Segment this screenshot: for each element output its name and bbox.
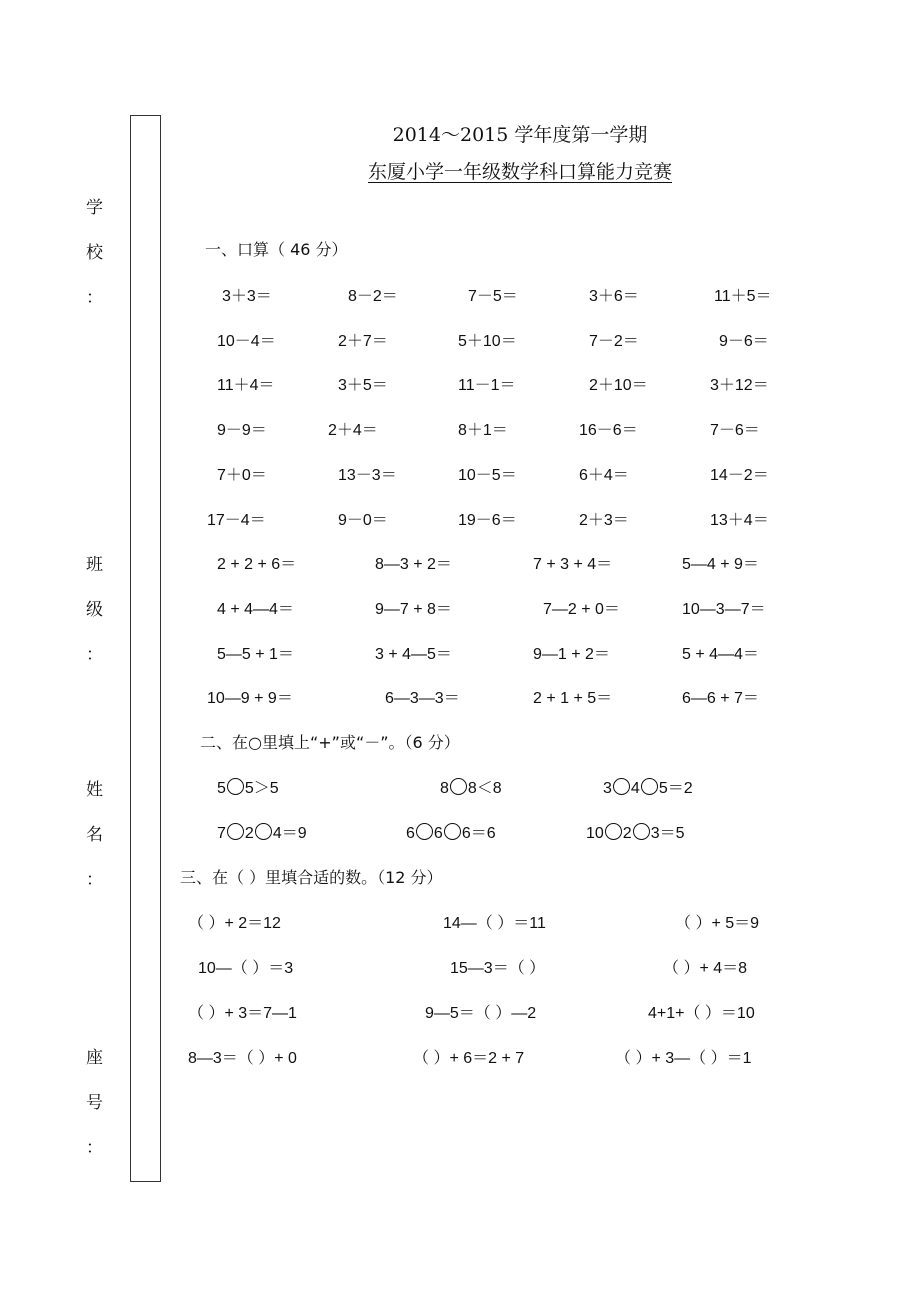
math-problem: 13＋4＝ <box>710 512 769 529</box>
math-problem: （ ）+ 5＝9 <box>675 915 760 932</box>
math-problem: 5＋10＝ <box>458 333 517 350</box>
math-problem: 16－6＝ <box>579 422 638 439</box>
math-problem: 14－2＝ <box>710 467 769 484</box>
math-problem: 10—3—7＝ <box>682 601 766 618</box>
section-2-heading: 二、在○里填上“+”或“－”。（6 分） <box>200 733 460 752</box>
blank-circle[interactable] <box>255 823 272 840</box>
math-problem: （ ）+ 4＝8 <box>663 960 748 977</box>
math-problem: 17－4＝ <box>207 512 266 529</box>
math-problem: 3 + 4—5＝ <box>375 646 452 663</box>
math-problem: 10—9 + 9＝ <box>207 690 293 707</box>
math-problem: 2＋4＝ <box>328 422 378 439</box>
math-problem: 7 + 3 + 4＝ <box>533 556 613 573</box>
school-label-char: 学 <box>86 198 103 218</box>
operand: 6 <box>406 825 415 842</box>
name-label-char: 名 <box>86 825 103 845</box>
math-problem: （ ）+ 2＝12 <box>188 915 281 932</box>
class-label-char: 班 <box>86 555 103 575</box>
math-problem: 15—3＝（ ） <box>450 960 546 977</box>
blank-circle[interactable] <box>416 823 433 840</box>
blank-circle[interactable] <box>605 823 622 840</box>
math-problem: 10—（ ）＝3 <box>198 960 294 977</box>
math-problem: 9－0＝ <box>338 512 388 529</box>
seat-label-char: 号 <box>86 1093 103 1113</box>
name-label-colon: ： <box>86 870 103 890</box>
math-problem: （ ）+ 3—（ ）＝1 <box>615 1050 752 1067</box>
operand: 8 <box>440 780 449 797</box>
operand: 10 <box>586 825 604 842</box>
math-problem: 9—1 + 2＝ <box>533 646 610 663</box>
circle-problem <box>217 775 279 798</box>
math-problem: 10－5＝ <box>458 467 517 484</box>
math-problem: 4 + 4—4＝ <box>217 601 294 618</box>
math-problem: 6—3—3＝ <box>385 690 460 707</box>
circle-problem <box>217 820 307 843</box>
blank-circle[interactable] <box>227 778 244 795</box>
blank-circle[interactable] <box>613 778 630 795</box>
operand: 3 <box>603 780 612 797</box>
circle-problem <box>406 820 496 843</box>
math-problem: （ ）+ 6＝2 + 7 <box>413 1050 525 1067</box>
math-problem: 6—6 + 7＝ <box>682 690 759 707</box>
math-problem: 9－6＝ <box>719 333 769 350</box>
operand: 2 <box>622 825 632 842</box>
class-label-colon: ： <box>86 645 103 665</box>
math-problem: 13－3＝ <box>338 467 397 484</box>
title-line-2: 东厦小学一年级数学科口算能力竞赛 <box>367 161 672 183</box>
math-problem: 7＋0＝ <box>217 467 267 484</box>
math-problem: （ ）+ 3＝7—1 <box>188 1005 297 1022</box>
math-problem: 3＋5＝ <box>338 377 388 394</box>
circle-problem <box>440 775 502 798</box>
math-problem: 9—5＝（ ）—2 <box>425 1005 537 1022</box>
class-label-char: 级 <box>86 600 103 620</box>
blank-circle[interactable] <box>444 823 461 840</box>
math-problem: 14—（ ）＝11 <box>443 915 546 932</box>
math-problem: 2＋3＝ <box>579 512 629 529</box>
math-problem: 7－2＝ <box>589 333 639 350</box>
math-problem: 5—5 + 1＝ <box>217 646 294 663</box>
math-problem: 7－5＝ <box>468 288 518 305</box>
operand: 6 <box>433 825 443 842</box>
math-problem: 3＋3＝ <box>222 288 272 305</box>
math-problem: 7—2 + 0＝ <box>543 601 620 618</box>
math-problem: 3＋6＝ <box>589 288 639 305</box>
operand: 8＜8 <box>467 780 502 797</box>
operand: 5 <box>217 780 226 797</box>
operand: 6＝6 <box>461 825 496 842</box>
title-line-1: 2014～2015 学年度第一学期 <box>392 124 648 146</box>
operand: 2 <box>244 825 254 842</box>
section-1-heading: 一、口算（ 46 分） <box>205 240 348 259</box>
blank-circle[interactable] <box>450 778 467 795</box>
math-problem: 7－6＝ <box>710 422 760 439</box>
seat-label-char: 座 <box>86 1048 103 1068</box>
math-problem: 8—3 + 2＝ <box>375 556 452 573</box>
blank-circle[interactable] <box>227 823 244 840</box>
math-problem: 8—3＝（ ）+ 0 <box>188 1050 297 1067</box>
math-problem: 2＋7＝ <box>338 333 388 350</box>
math-problem: 2 + 1 + 5＝ <box>533 690 613 707</box>
seat-label-colon: ： <box>86 1138 103 1158</box>
math-problem: 9－9＝ <box>217 422 267 439</box>
section-3-heading: 三、在（ ）里填合适的数。（12 分） <box>180 868 443 887</box>
math-problem: 9—7 + 8＝ <box>375 601 452 618</box>
math-problem: 5—4 + 9＝ <box>682 556 759 573</box>
math-problem: 10－4＝ <box>217 333 276 350</box>
operand: 5＝2 <box>658 780 693 797</box>
school-label-colon: ： <box>86 288 103 308</box>
blank-circle[interactable] <box>633 823 650 840</box>
math-problem: 8－2＝ <box>348 288 398 305</box>
math-problem: 11－1＝ <box>458 377 516 394</box>
blank-circle[interactable] <box>641 778 658 795</box>
math-problem: 11＋5＝ <box>714 288 772 305</box>
math-problem: 19－6＝ <box>458 512 517 529</box>
operand: 5＞5 <box>244 780 279 797</box>
operand: 3＝5 <box>650 825 685 842</box>
name-label-char: 姓 <box>86 780 103 800</box>
operand: 7 <box>217 825 226 842</box>
operand: 4＝9 <box>272 825 307 842</box>
circle-problem <box>603 775 693 798</box>
math-problem: 11＋4＝ <box>217 377 275 394</box>
math-problem: 6＋4＝ <box>579 467 629 484</box>
math-problem: 2＋10＝ <box>589 377 648 394</box>
circle-problem <box>586 820 685 843</box>
math-problem: 2 + 2 + 6＝ <box>217 556 297 573</box>
math-problem: 3＋12＝ <box>710 377 769 394</box>
math-problem: 8＋1＝ <box>458 422 508 439</box>
school-label-char: 校 <box>86 243 103 263</box>
operand: 4 <box>630 780 640 797</box>
math-problem: 4+1+（ ）＝10 <box>648 1005 755 1022</box>
binding-margin-box <box>130 115 161 1182</box>
math-problem: 5 + 4—4＝ <box>682 646 759 663</box>
